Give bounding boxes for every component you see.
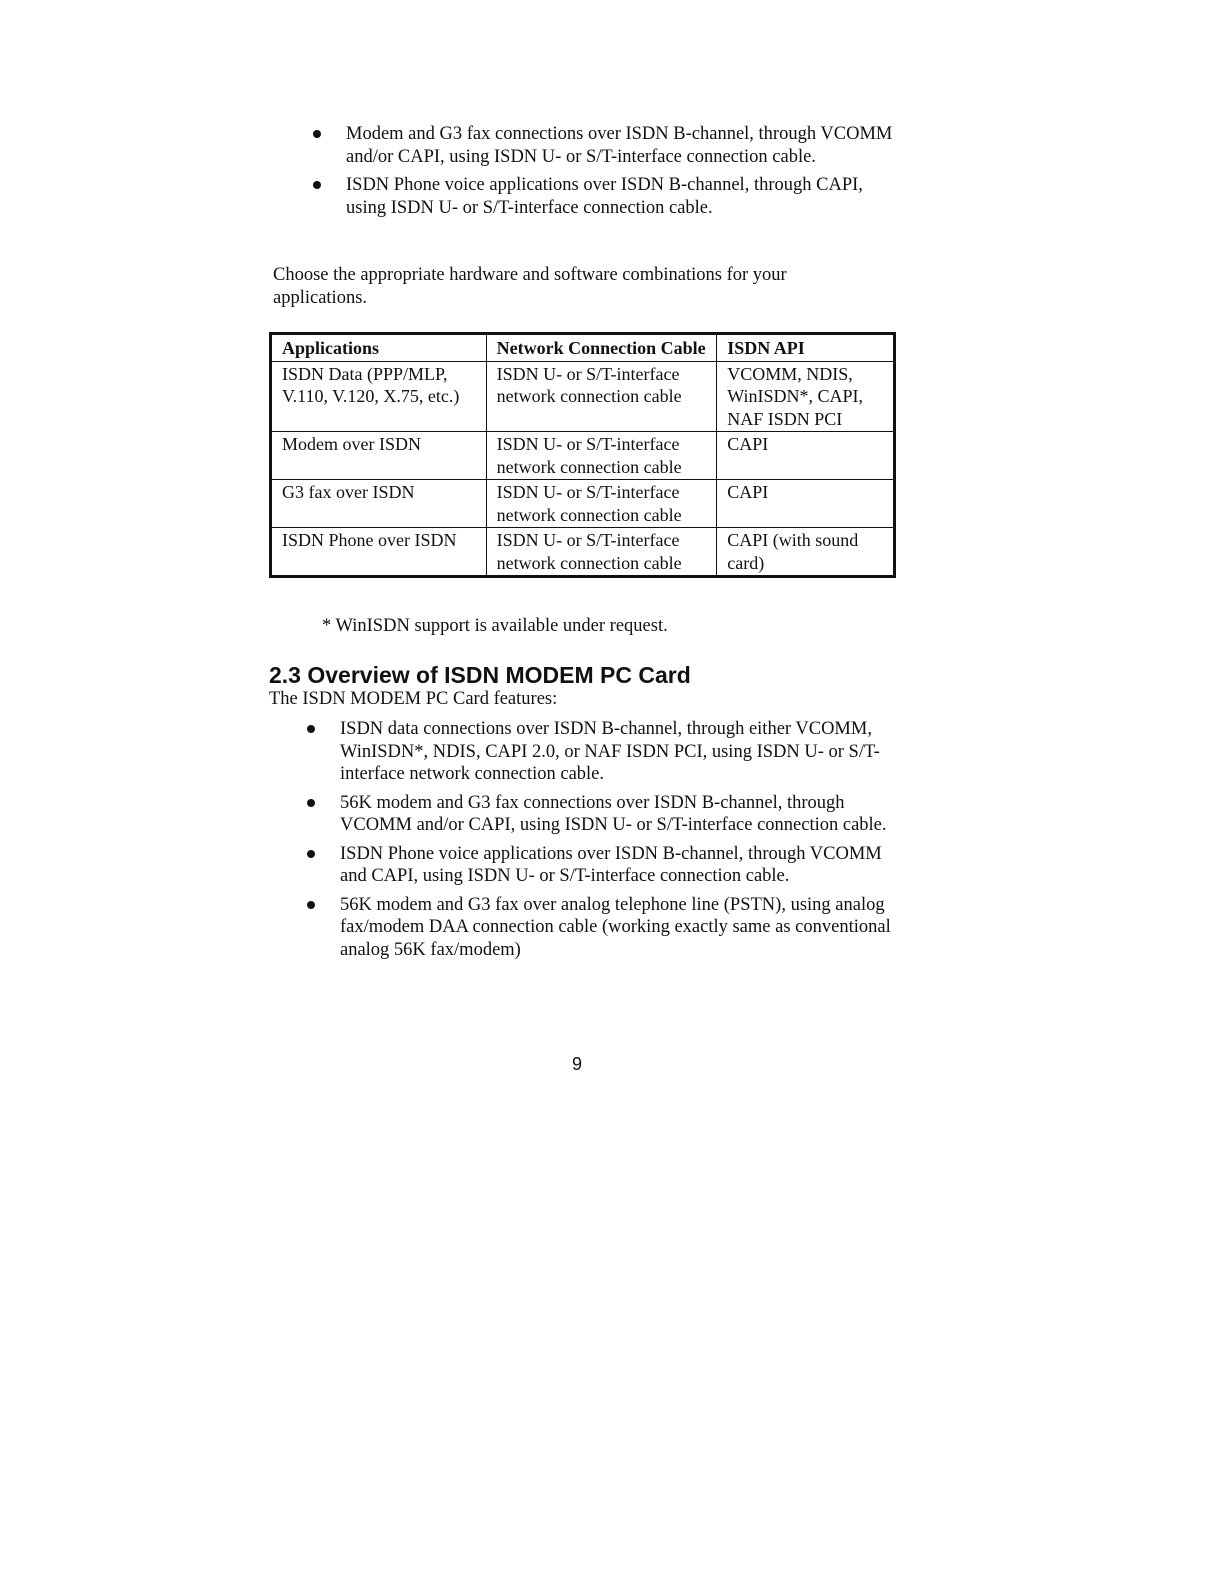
- table-row: [271, 361, 895, 432]
- table-cell: CAPI (with sound card): [717, 528, 895, 577]
- table-cell: ISDN Phone over ISDN: [271, 528, 487, 577]
- list-item: [340, 843, 896, 888]
- bullet-text: ISDN data connections over ISDN B-channel, through either VCOMM, WinISDN*, NDIS, CAPI 2.0, or NAF ISDN PCI, using ISDN U- or S/T-interface network connection cable.: [340, 719, 880, 784]
- column-header-applications: Applications: [271, 334, 487, 362]
- section-heading: 2.3 Overview of ISDN MODEM PC Card: [269, 662, 691, 688]
- page-number: 9: [571, 1054, 582, 1074]
- feature-bullet-list: [340, 718, 896, 967]
- section-intro: The ISDN MODEM PC Card features:: [269, 689, 558, 709]
- list-item: [346, 174, 906, 219]
- list-item: [340, 718, 896, 786]
- bullet-text: Modem and G3 fax connections over ISDN B-channel, through VCOMM and/or CAPI, using ISDN U- or S/T-interface connection cable.: [346, 124, 893, 167]
- column-header-network-connection-cable: Network Connection Cable: [486, 334, 717, 362]
- table-row: [271, 528, 895, 577]
- table-cell: CAPI: [717, 480, 895, 528]
- table-cell: CAPI: [717, 432, 895, 480]
- top-bullet-list: [346, 123, 906, 225]
- table-row: [271, 432, 895, 480]
- table-cell: G3 fax over ISDN: [271, 480, 487, 528]
- bullet-text: ISDN Phone voice applications over ISDN B-channel, through CAPI, using ISDN U- or S/T-interface connection cable.: [346, 175, 863, 218]
- list-item: [340, 894, 896, 962]
- bullet-text: ISDN Phone voice applications over ISDN B-channel, through VCOMM and CAPI, using ISDN U- or S/T-interface connection cable.: [340, 843, 882, 886]
- table-row: [271, 480, 895, 528]
- bullet-text: 56K modem and G3 fax connections over ISDN B-channel, through VCOMM and/or CAPI, using ISDN U- or S/T-interface connection cable.: [340, 792, 887, 835]
- bullet-icon: [307, 850, 315, 858]
- list-item: [346, 123, 906, 168]
- bullet-text: 56K modem and G3 fax over analog telephone line (PSTN), using analog fax/modem DAA connection cable (working exactly same as conventional analog 56K fax/modem): [340, 894, 891, 960]
- footnote: * WinISDN support is available under request.: [322, 616, 668, 636]
- table-cell: ISDN U- or S/T-interface network connection cable: [486, 432, 717, 480]
- table-cell: ISDN Data (PPP/MLP, V.110, V.120, X.75, etc.): [271, 361, 487, 432]
- table-cell: VCOMM, NDIS, WinISDN*, CAPI, NAF ISDN PCI: [717, 361, 895, 432]
- list-item: [340, 792, 896, 837]
- table-header-row: [271, 334, 895, 362]
- bullet-icon: [307, 799, 315, 807]
- table-cell: ISDN U- or S/T-interface network connection cable: [486, 480, 717, 528]
- table-cell: Modem over ISDN: [271, 432, 487, 480]
- bullet-icon: [307, 725, 315, 733]
- bullet-icon: [313, 130, 321, 138]
- table-cell: ISDN U- or S/T-interface network connection cable: [486, 361, 717, 432]
- bullet-icon: [313, 181, 321, 189]
- intro-paragraph: Choose the appropriate hardware and software combinations for your applications.: [273, 265, 787, 308]
- column-header-isdn-api: ISDN API: [717, 334, 895, 362]
- table-cell: ISDN U- or S/T-interface network connection cable: [486, 528, 717, 577]
- bullet-icon: [307, 901, 315, 909]
- applications-table: [269, 332, 896, 578]
